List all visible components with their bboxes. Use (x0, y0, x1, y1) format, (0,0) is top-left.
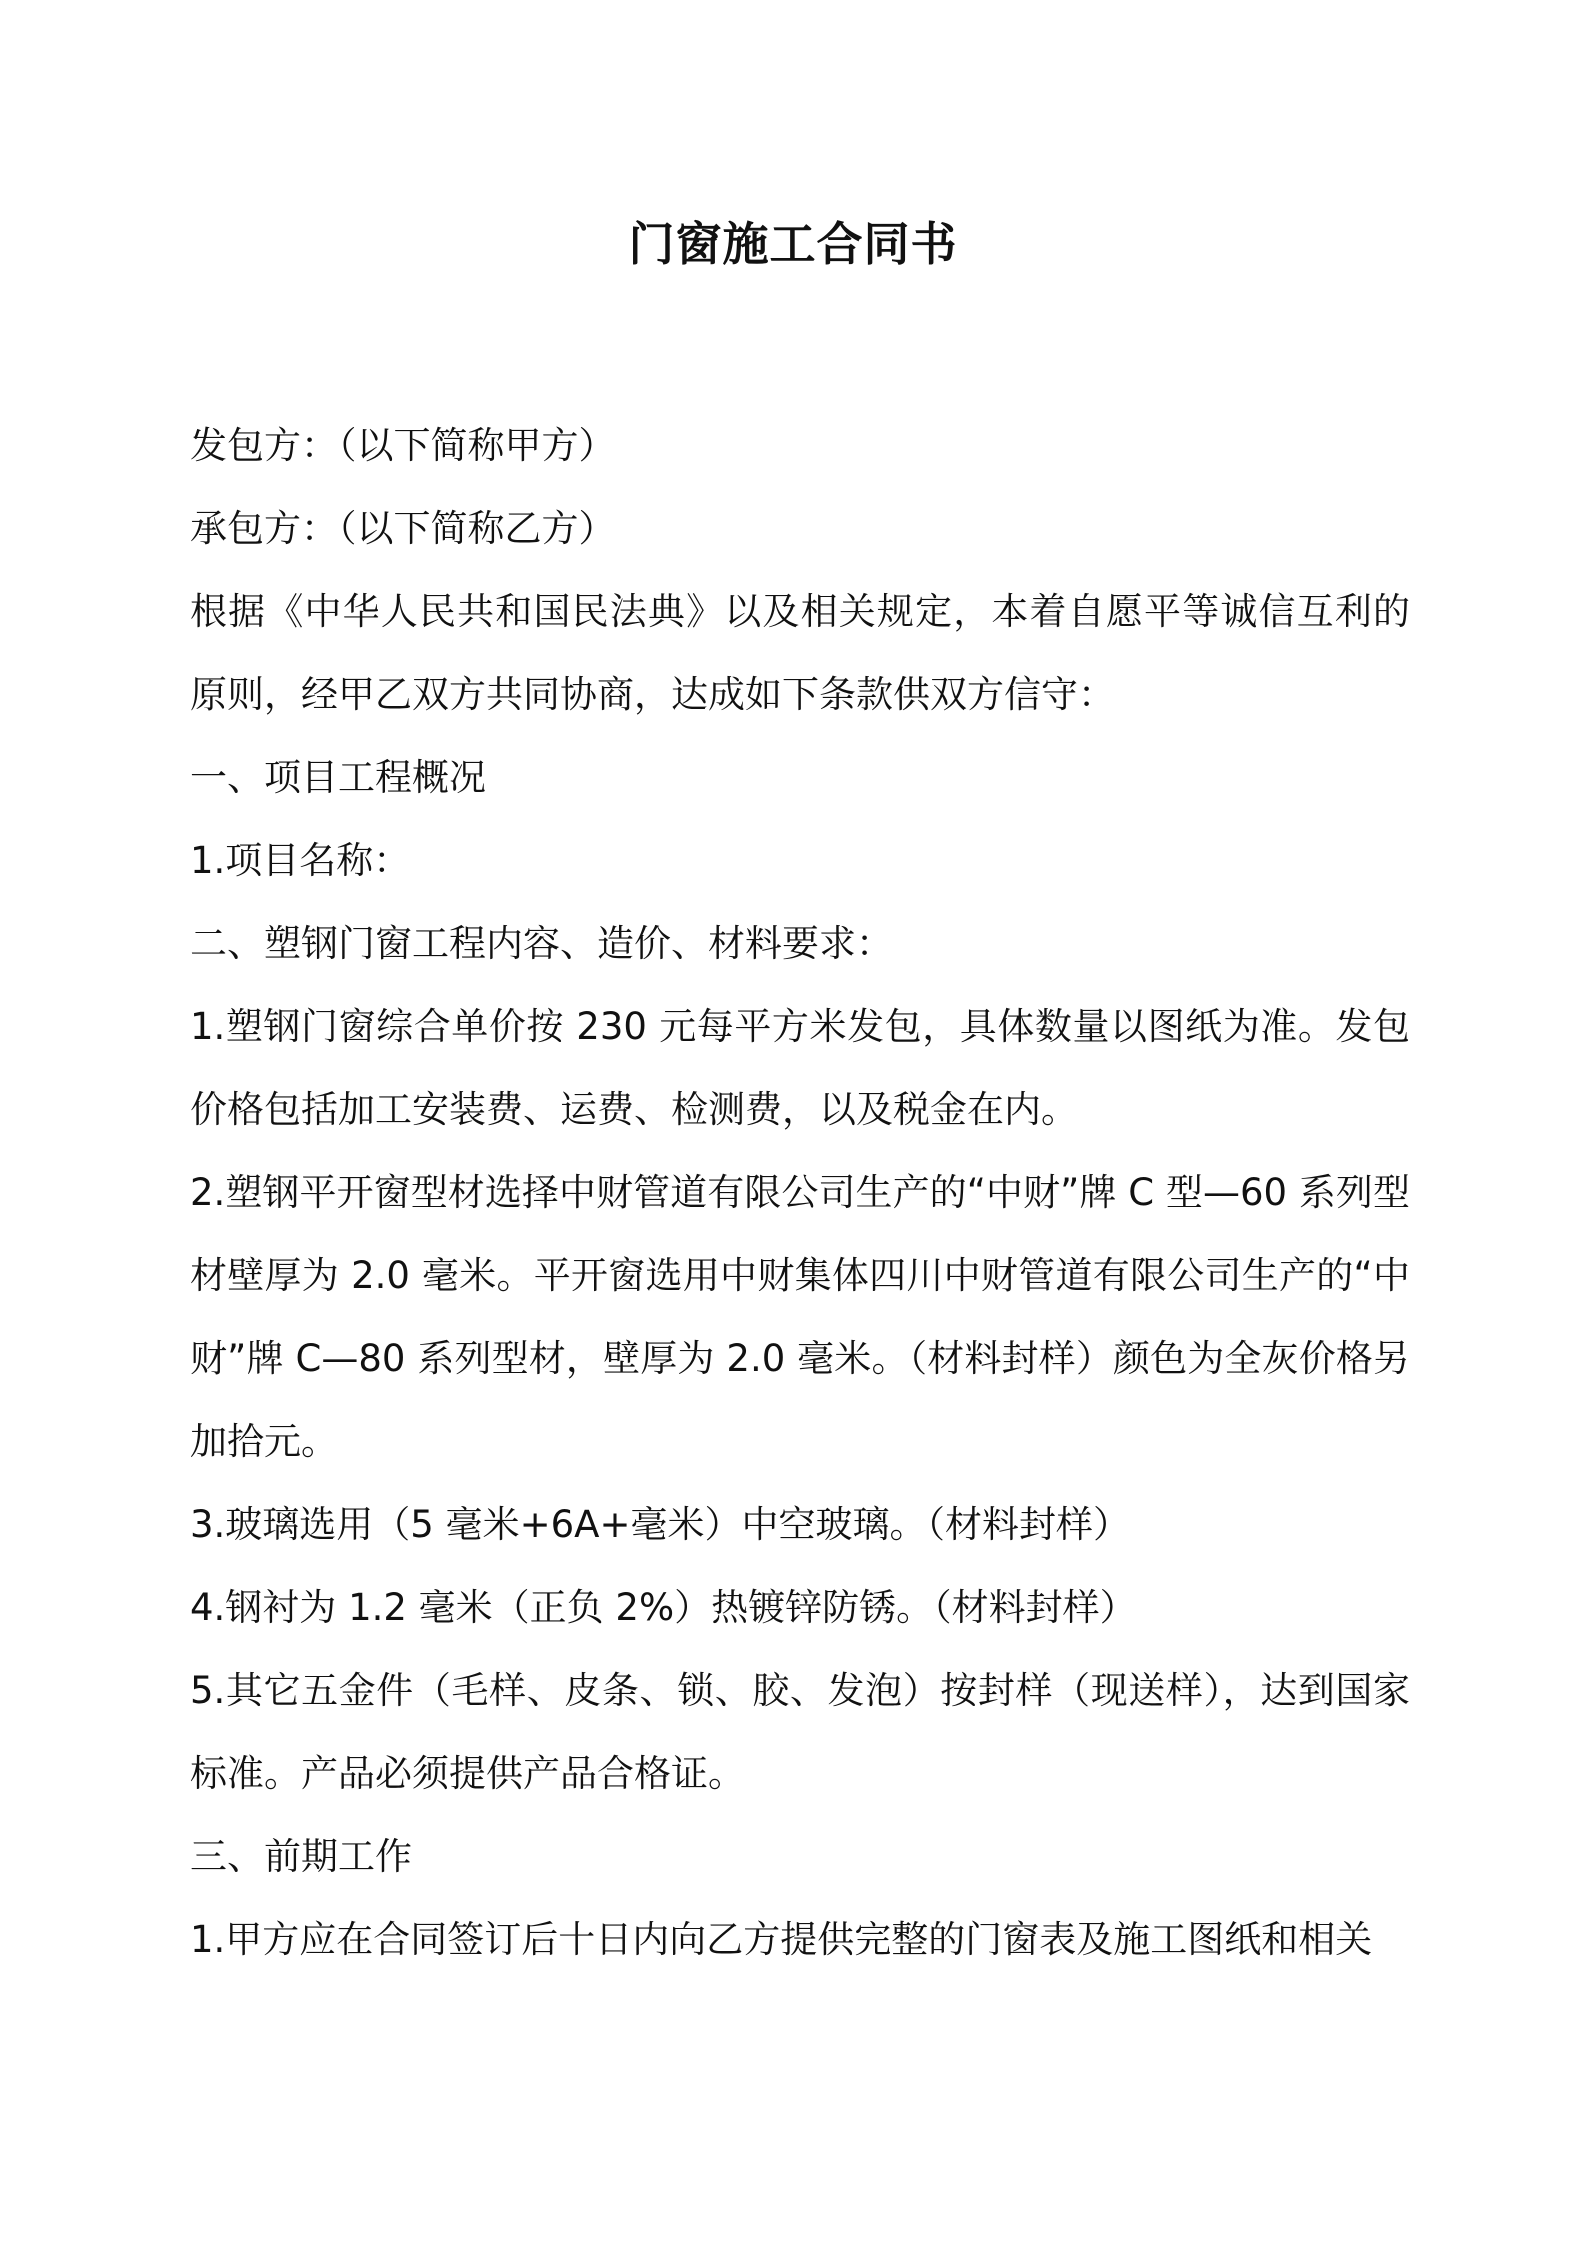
paragraph-contractor-party-b: 承包方：（以下简称乙方） (190, 507, 616, 550)
paragraph-clause-3-1: 1.甲方应在合同签订后十日内向乙方提供完整的门窗表及施工图纸和相关 (190, 1918, 1373, 1961)
paragraph-contractor-party-a: 发包方：（以下简称甲方） (190, 424, 616, 467)
document-title: 门窗施工合同书 (628, 217, 958, 271)
paragraph-clause-2-5: 5.其它五金件（毛样、皮条、锁、胶、发泡）按封样（现送样），达到国家标准。产品必须提供产品合格证。 (190, 1669, 1410, 1795)
paragraph-project-name: 1.项目名称： (190, 839, 411, 882)
paragraph-clause-2-3: 3.玻璃选用（5 毫米+6A+毫米）中空玻璃。（材料封样） (190, 1503, 1130, 1546)
paragraph-preamble: 根据《中华人民共和国民法典》以及相关规定，本着自愿平等诚信互利的原则，经甲乙双方共同协商，达成如下条款供双方信守： (190, 590, 1410, 716)
paragraph-clause-2-2: 2.塑钢平开窗型材选择中财管道有限公司生产的“中财”牌 C 型—60 系列型材壁厚为 2.0 毫米。平开窗选用中财集体四川中财管道有限公司生产的“中财”牌 C—80 系列型材，壁厚为 2.0 毫米。（材料封样）颜色为全灰价格另加拾元。 (190, 1171, 1410, 1463)
paragraph-clause-2-4: 4.钢衬为 1.2 毫米（正负 2%）热镀锌防锈。（材料封样） (190, 1586, 1137, 1629)
document-body (190, 404, 1410, 1981)
section-heading-preliminary-work: 三、前期工作 (190, 1835, 412, 1878)
section-heading-scope-price-materials: 二、塑钢门窗工程内容、造价、材料要求： (190, 922, 893, 965)
paragraph-clause-2-1: 1.塑钢门窗综合单价按 230 元每平方米发包，具体数量以图纸为准。发包价格包括加工安装费、运费、检测费，以及税金在内。 (190, 1005, 1410, 1131)
section-heading-project-overview: 一、项目工程概况 (190, 756, 486, 799)
